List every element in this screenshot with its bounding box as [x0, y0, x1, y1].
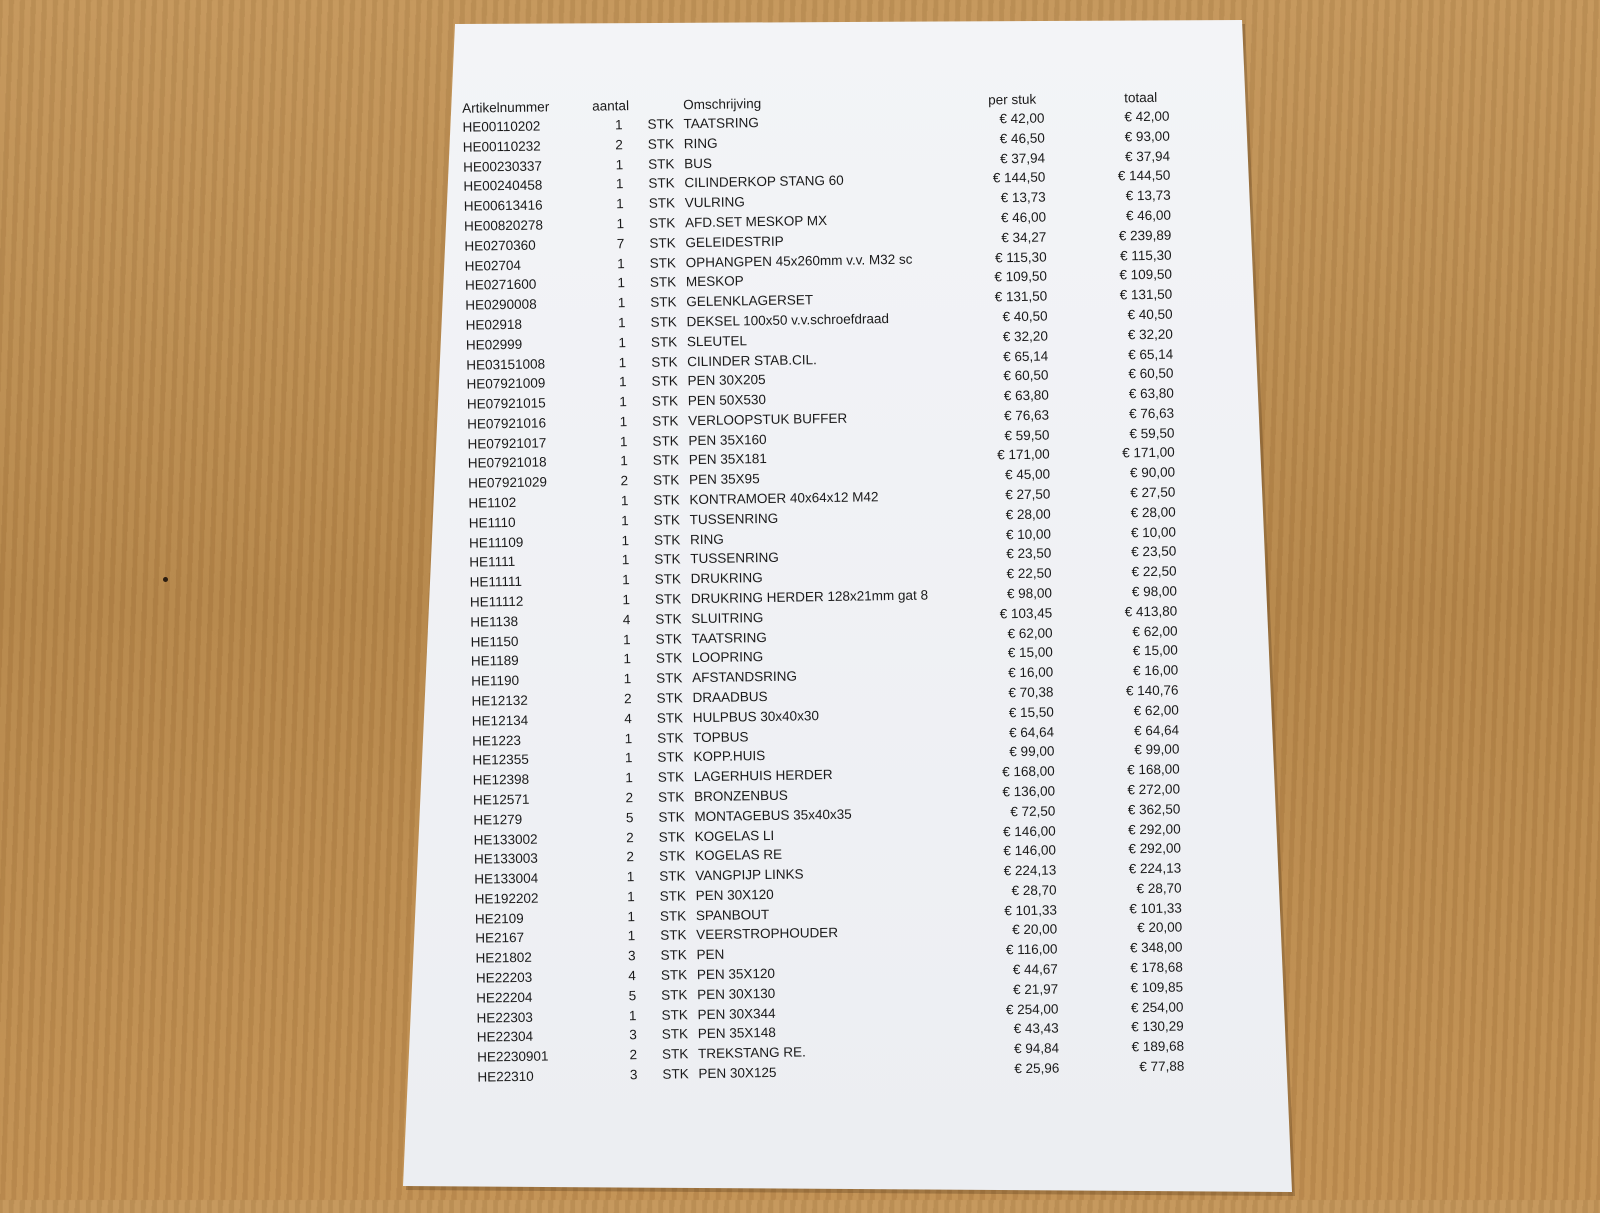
unit: STK: [652, 433, 679, 449]
price-per-piece: € 21,97: [1012, 981, 1059, 997]
quantity: 1: [621, 552, 630, 568]
price-per-piece: € 171,00: [997, 446, 1050, 463]
price-per-piece: € 22,50: [1006, 565, 1052, 582]
price-total: € 93,00: [1124, 128, 1170, 145]
description: KOPP.HUIS: [693, 748, 766, 765]
article-number: HE12398: [472, 771, 530, 788]
price-per-piece: € 136,00: [1002, 783, 1056, 800]
article-number: HE1111: [469, 554, 516, 571]
price-per-piece: € 146,00: [1003, 842, 1057, 859]
price-total: € 239,89: [1118, 227, 1172, 244]
unit: STK: [658, 828, 686, 845]
price-total: € 178,68: [1130, 959, 1183, 976]
description: LOOPRING: [691, 649, 764, 666]
description: VULRING: [684, 194, 745, 211]
price-total: € 362,50: [1127, 801, 1181, 818]
price-total: € 109,85: [1130, 979, 1184, 996]
description: PEN 50X530: [687, 392, 767, 409]
price-total: € 32,20: [1127, 326, 1173, 342]
description: PEN 35X95: [688, 471, 760, 488]
description: TUSSENRING: [690, 550, 779, 567]
unit: STK: [648, 175, 675, 192]
quantity: 1: [617, 295, 626, 311]
unit: STK: [647, 136, 675, 152]
article-number: HE12355: [472, 752, 529, 768]
quantity: 1: [625, 770, 633, 786]
description: AFSTANDSRING: [692, 668, 798, 686]
price-per-piece: € 43,43: [1013, 1020, 1059, 1037]
description: SPANBOUT: [695, 906, 770, 923]
price-per-piece: € 27,50: [1005, 486, 1051, 503]
quantity: 1: [627, 888, 635, 905]
price-per-piece: € 40,50: [1002, 308, 1048, 325]
price-per-piece: € 59,50: [1004, 427, 1050, 443]
unit: STK: [660, 967, 688, 983]
price-per-piece: € 34,27: [1001, 229, 1047, 246]
description: MESKOP: [685, 273, 744, 290]
quantity: 1: [623, 671, 632, 687]
quantity: 4: [628, 968, 636, 984]
unit: STK: [653, 531, 681, 548]
price-per-piece: € 45,00: [1004, 466, 1051, 483]
unit: STK: [656, 710, 684, 726]
price-per-piece: € 65,14: [1003, 348, 1049, 364]
unit: STK: [660, 947, 687, 963]
article-number: HE00230337: [463, 158, 543, 175]
article-number: HE07921009: [466, 375, 546, 392]
unit: STK: [648, 215, 676, 231]
price-per-piece: € 99,00: [1009, 743, 1055, 760]
price-per-piece: € 254,00: [1005, 1001, 1059, 1017]
quantity: 1: [622, 592, 631, 608]
quantity: 1: [623, 651, 632, 667]
unit: STK: [651, 353, 678, 370]
price-per-piece: € 76,63: [1003, 407, 1050, 424]
unit: STK: [653, 512, 681, 528]
description: PEN 35X148: [697, 1025, 776, 1042]
description: TREKSTANG RE.: [697, 1044, 806, 1062]
quantity: 1: [624, 730, 633, 746]
unit: STK: [650, 334, 678, 350]
quantity: 2: [623, 691, 632, 707]
price-total: € 224,13: [1128, 860, 1182, 877]
unit: STK: [657, 789, 685, 805]
header-aantal: aantal: [592, 98, 630, 114]
price-total: € 98,00: [1131, 583, 1178, 600]
article-number: HE22203: [475, 969, 533, 986]
price-per-piece: € 60,50: [1003, 367, 1049, 384]
price-total: € 76,63: [1128, 405, 1175, 422]
price-total: € 62,00: [1133, 702, 1179, 718]
price-per-piece: € 25,96: [1014, 1060, 1060, 1077]
price-total: € 37,94: [1124, 148, 1171, 164]
article-number: HE02999: [465, 336, 523, 353]
article-number: HE11109: [468, 534, 524, 551]
price-per-piece: € 103,45: [999, 605, 1053, 622]
price-total: € 413,80: [1124, 603, 1178, 620]
unit: STK: [659, 888, 687, 904]
price-total: € 292,00: [1127, 821, 1181, 837]
quantity: 1: [627, 908, 636, 924]
price-total: € 16,00: [1132, 662, 1179, 679]
price-per-piece: € 46,50: [999, 130, 1045, 147]
header-per-stuk: per stuk: [988, 91, 1037, 108]
unit: STK: [650, 294, 677, 310]
price-total: € 42,00: [1124, 108, 1170, 125]
quantity: 3: [627, 948, 636, 964]
article-number: HE07921029: [468, 474, 548, 491]
price-total: € 168,00: [1127, 761, 1180, 778]
quantity: 2: [620, 473, 629, 489]
unit: STK: [654, 571, 682, 587]
description: KOGELAS RE: [694, 847, 783, 864]
price-per-piece: € 23,50: [1006, 545, 1052, 562]
description: HULPBUS 30x40x30: [692, 707, 820, 725]
article-number: HE1189: [470, 653, 519, 670]
quantity: 1: [622, 572, 630, 588]
article-number: HE12134: [471, 712, 529, 729]
price-total: € 140,76: [1125, 682, 1179, 699]
quantity: 1: [620, 493, 629, 509]
article-number: HE1223: [472, 732, 522, 749]
description: OPHANGPEN 45x260mm v.v. M32 sc: [685, 251, 913, 270]
quantity: 1: [614, 117, 623, 133]
price-total: € 272,00: [1127, 781, 1181, 798]
quantity: 4: [622, 611, 631, 628]
article-number: HE0290008: [465, 296, 537, 313]
unit: STK: [656, 670, 683, 686]
price-total: € 20,00: [1137, 919, 1183, 936]
unit: STK: [649, 274, 677, 291]
quantity: 5: [628, 987, 637, 1004]
unit: STK: [660, 927, 687, 944]
description: RING: [683, 135, 718, 152]
unit: STK: [657, 749, 684, 766]
article-number: HE00820278: [463, 217, 544, 234]
unit: STK: [649, 235, 676, 251]
unit: STK: [658, 809, 685, 825]
unit: STK: [654, 591, 682, 607]
quantity: 1: [618, 354, 627, 370]
article-number: HE192202: [474, 890, 539, 907]
quantity: 1: [616, 216, 625, 232]
unit: STK: [649, 254, 677, 271]
quantity: 1: [626, 869, 635, 885]
price-total: € 171,00: [1122, 445, 1175, 461]
unit: STK: [661, 1006, 688, 1023]
price-per-piece: € 116,00: [1005, 941, 1058, 958]
price-per-piece: € 131,50: [994, 288, 1048, 305]
price-per-piece: € 72,50: [1010, 803, 1056, 819]
quantity: 7: [616, 235, 625, 252]
price-total: € 99,00: [1134, 741, 1180, 758]
unit: STK: [648, 195, 676, 211]
article-number: HE02704: [464, 257, 522, 274]
price-total: € 144,50: [1117, 167, 1171, 184]
unit: STK: [651, 393, 679, 409]
unit: STK: [654, 551, 681, 568]
description: CILINDERKOP STANG 60: [684, 173, 844, 191]
article-number: HE07921017: [467, 435, 547, 452]
unit: STK: [661, 1046, 689, 1062]
article-number: HE00613416: [463, 197, 543, 214]
price-per-piece: € 28,00: [1005, 506, 1051, 523]
price-total: € 46,00: [1125, 207, 1172, 224]
unit: STK: [652, 452, 680, 469]
quantity: 2: [626, 849, 635, 865]
description: PEN 30X120: [695, 886, 774, 904]
quantity: 1: [619, 394, 627, 410]
unit: STK: [653, 492, 680, 508]
price-per-piece: € 98,00: [1006, 585, 1053, 602]
price-per-piece: € 10,00: [1005, 526, 1052, 542]
description: TAATSRING: [691, 629, 767, 646]
price-total: € 348,00: [1129, 939, 1183, 956]
unit: STK: [652, 472, 680, 489]
price-per-piece: € 28,70: [1011, 882, 1057, 899]
quantity: 1: [619, 414, 628, 430]
quantity: 1: [617, 275, 626, 291]
price-total: € 22,50: [1131, 563, 1177, 580]
unit: STK: [659, 907, 687, 924]
article-number: HE07921018: [467, 454, 547, 472]
quantity: 1: [616, 196, 624, 212]
description: GELEIDESTRIP: [685, 233, 784, 250]
header-omschrijving: Omschrijving: [683, 96, 762, 113]
description: PEN 35X120: [696, 965, 776, 983]
article-number: HE12571: [472, 791, 530, 808]
unit: STK: [662, 1066, 689, 1082]
quantity: 1: [627, 928, 636, 944]
description: DRUKRING HERDER 128x21mm gat 8: [690, 587, 929, 607]
description: PEN 30X130: [697, 985, 776, 1002]
article-number: HE03151008: [466, 355, 546, 373]
quantity: 1: [615, 156, 624, 172]
price-total: € 40,50: [1127, 306, 1173, 323]
article-number: HE0270360: [464, 237, 536, 254]
price-per-piece: € 44,67: [1012, 961, 1058, 978]
description: DRUKRING: [690, 570, 763, 587]
article-number: HE00110202: [462, 118, 541, 135]
description: PEN 30X205: [687, 372, 766, 389]
description: MONTAGEBUS 35x40x35: [694, 806, 852, 824]
article-number: HE1138: [470, 613, 519, 630]
unit: STK: [647, 116, 674, 132]
article-number: HE07921015: [466, 395, 546, 412]
description: PEN 35X181: [688, 451, 767, 468]
description: TOPBUS: [693, 728, 749, 745]
quantity: 3: [629, 1067, 638, 1083]
quantity: 1: [617, 315, 626, 331]
article-number: HE133002: [473, 831, 538, 848]
price-total: € 62,00: [1132, 623, 1178, 639]
quantity: 2: [615, 136, 623, 153]
quantity: 3: [629, 1027, 637, 1043]
price-per-piece: € 109,50: [994, 268, 1048, 285]
quantity: 1: [628, 1007, 637, 1023]
quantity: 1: [615, 176, 624, 192]
unit: STK: [661, 1026, 689, 1043]
description: PEN 35X160: [688, 431, 767, 448]
article-number: HE2230901: [477, 1048, 549, 1065]
article-number: HE1190: [471, 673, 520, 689]
article-number: HE1279: [473, 811, 523, 828]
price-per-piece: € 15,50: [1008, 704, 1054, 720]
description: VERLOOPSTUK BUFFER: [688, 410, 848, 429]
price-per-piece: € 63,80: [1003, 387, 1049, 404]
unit: STK: [655, 650, 683, 667]
article-number: HE00110232: [462, 138, 541, 155]
price-total: € 28,70: [1136, 880, 1182, 897]
article-number: HE22303: [476, 1009, 533, 1026]
quantity: 1: [619, 433, 628, 449]
description: KOGELAS LI: [694, 827, 775, 844]
price-per-piece: € 115,30: [994, 249, 1047, 265]
price-total: € 90,00: [1129, 464, 1176, 481]
price-total: € 60,50: [1128, 365, 1174, 382]
price-total: € 77,88: [1139, 1058, 1185, 1075]
description: VANGPIJP LINKS: [695, 866, 804, 884]
article-number: HE11112: [469, 593, 524, 610]
price-per-piece: € 20,00: [1012, 921, 1058, 938]
price-per-piece: € 37,94: [999, 150, 1046, 166]
description: DRAADBUS: [692, 688, 768, 706]
price-total: € 23,50: [1131, 543, 1177, 560]
description: AFD.SET MESKOP MX: [684, 212, 828, 231]
description: SLUITRING: [691, 609, 764, 626]
unit: STK: [657, 729, 684, 746]
price-total: € 115,30: [1119, 247, 1172, 263]
price-total: € 64,64: [1133, 722, 1180, 738]
price-total: € 27,50: [1130, 484, 1176, 501]
description: CILINDER STAB.CIL.: [687, 351, 817, 369]
price-per-piece: € 101,33: [1004, 902, 1058, 918]
description: GELENKLAGERSET: [686, 292, 814, 310]
quantity: 1: [622, 631, 631, 647]
description: PEN: [696, 946, 725, 963]
quantity: 5: [625, 809, 634, 825]
quantity: 1: [618, 334, 627, 350]
article-number: HE22204: [476, 989, 533, 1006]
price-per-piece: € 94,84: [1013, 1040, 1060, 1057]
article-number: HE133004: [474, 870, 539, 887]
price-total: € 292,00: [1128, 840, 1182, 857]
price-per-piece: € 224,13: [1003, 862, 1057, 879]
price-per-piece: € 64,64: [1008, 724, 1055, 740]
price-total: € 65,14: [1128, 346, 1174, 362]
description: VEERSTROPHOUDER: [696, 925, 839, 943]
price-per-piece: € 146,00: [1002, 822, 1056, 839]
price-total: € 15,00: [1132, 642, 1178, 659]
article-number: HE07921016: [467, 415, 547, 432]
article-number: HE12132: [471, 692, 528, 709]
quantity: 2: [626, 829, 634, 845]
article-number: HE1102: [468, 494, 517, 511]
unit: STK: [652, 413, 679, 429]
price-per-piece: € 168,00: [1002, 763, 1055, 780]
unit: STK: [648, 155, 675, 172]
description: PEN 30X344: [697, 1005, 776, 1022]
article-number: HE22304: [476, 1029, 534, 1046]
price-total: € 109,50: [1119, 266, 1173, 283]
price-total: € 63,80: [1128, 385, 1174, 402]
unit: STK: [651, 373, 678, 390]
header-artikelnummer: Artikelnummer: [462, 99, 550, 116]
article-number: HE0271600: [464, 276, 537, 294]
price-per-piece: € 15,00: [1007, 644, 1053, 661]
price-total: € 59,50: [1129, 425, 1175, 441]
article-number: HE21802: [475, 949, 532, 966]
article-number: HE02918: [465, 316, 523, 333]
header-totaal: totaal: [1124, 89, 1158, 106]
description: TAATSRING: [683, 115, 759, 132]
article-number: HE1150: [470, 633, 519, 650]
unit: STK: [655, 611, 682, 627]
description: RING: [689, 531, 724, 547]
quantity: 1: [620, 453, 628, 469]
price-per-piece: € 42,00: [999, 110, 1045, 127]
article-number: HE1110: [468, 514, 516, 531]
article-number: HE22310: [477, 1068, 534, 1085]
unit: STK: [657, 769, 685, 785]
price-total: € 28,00: [1130, 504, 1176, 521]
quantity: 2: [625, 790, 634, 806]
unit: STK: [655, 630, 682, 647]
description: PEN 30X125: [698, 1064, 777, 1082]
article-number: HE11111: [469, 574, 523, 590]
description: KONTRAMOER 40x64x12 M42: [689, 489, 879, 508]
price-per-piece: € 46,00: [1000, 209, 1047, 226]
price-total: € 254,00: [1130, 999, 1184, 1015]
description: TUSSENRING: [689, 510, 779, 528]
price-per-piece: € 32,20: [1002, 328, 1048, 344]
unit: STK: [650, 314, 677, 330]
price-total: € 130,29: [1131, 1018, 1184, 1035]
quantity: 2: [629, 1047, 638, 1063]
price-total: € 13,73: [1125, 187, 1171, 204]
price-total: € 131,50: [1119, 286, 1173, 303]
description: BUS: [684, 155, 713, 171]
price-per-piece: € 62,00: [1007, 625, 1053, 641]
article-number: HE2167: [475, 930, 525, 947]
unit: STK: [656, 690, 683, 706]
price-total: € 101,33: [1129, 900, 1182, 916]
price-total: € 189,68: [1131, 1038, 1185, 1055]
description: SLEUTEL: [686, 332, 748, 349]
description: BRONZENBUS: [693, 787, 788, 805]
quantity: 1: [621, 512, 629, 529]
description: LAGERHUIS HERDER: [693, 767, 833, 785]
price-per-piece: € 13,73: [1000, 189, 1046, 206]
unit: STK: [658, 848, 686, 864]
quantity: 1: [621, 532, 630, 548]
price-per-piece: € 70,38: [1008, 684, 1054, 701]
price-total: € 10,00: [1130, 524, 1177, 540]
article-number: HE2109: [474, 910, 524, 927]
price-per-piece: € 144,50: [992, 169, 1046, 186]
article-number: HE00240458: [463, 177, 543, 195]
description: DEKSEL 100x50 v.v.schroefdraad: [686, 310, 890, 330]
price-per-piece: € 16,00: [1008, 664, 1054, 681]
quantity: 1: [618, 374, 627, 390]
article-number: HE133003: [473, 850, 538, 867]
quantity: 1: [624, 750, 633, 766]
quantity: 4: [624, 710, 632, 726]
unit: STK: [661, 987, 688, 1003]
unit: STK: [659, 868, 686, 884]
quantity: 1: [617, 255, 625, 271]
